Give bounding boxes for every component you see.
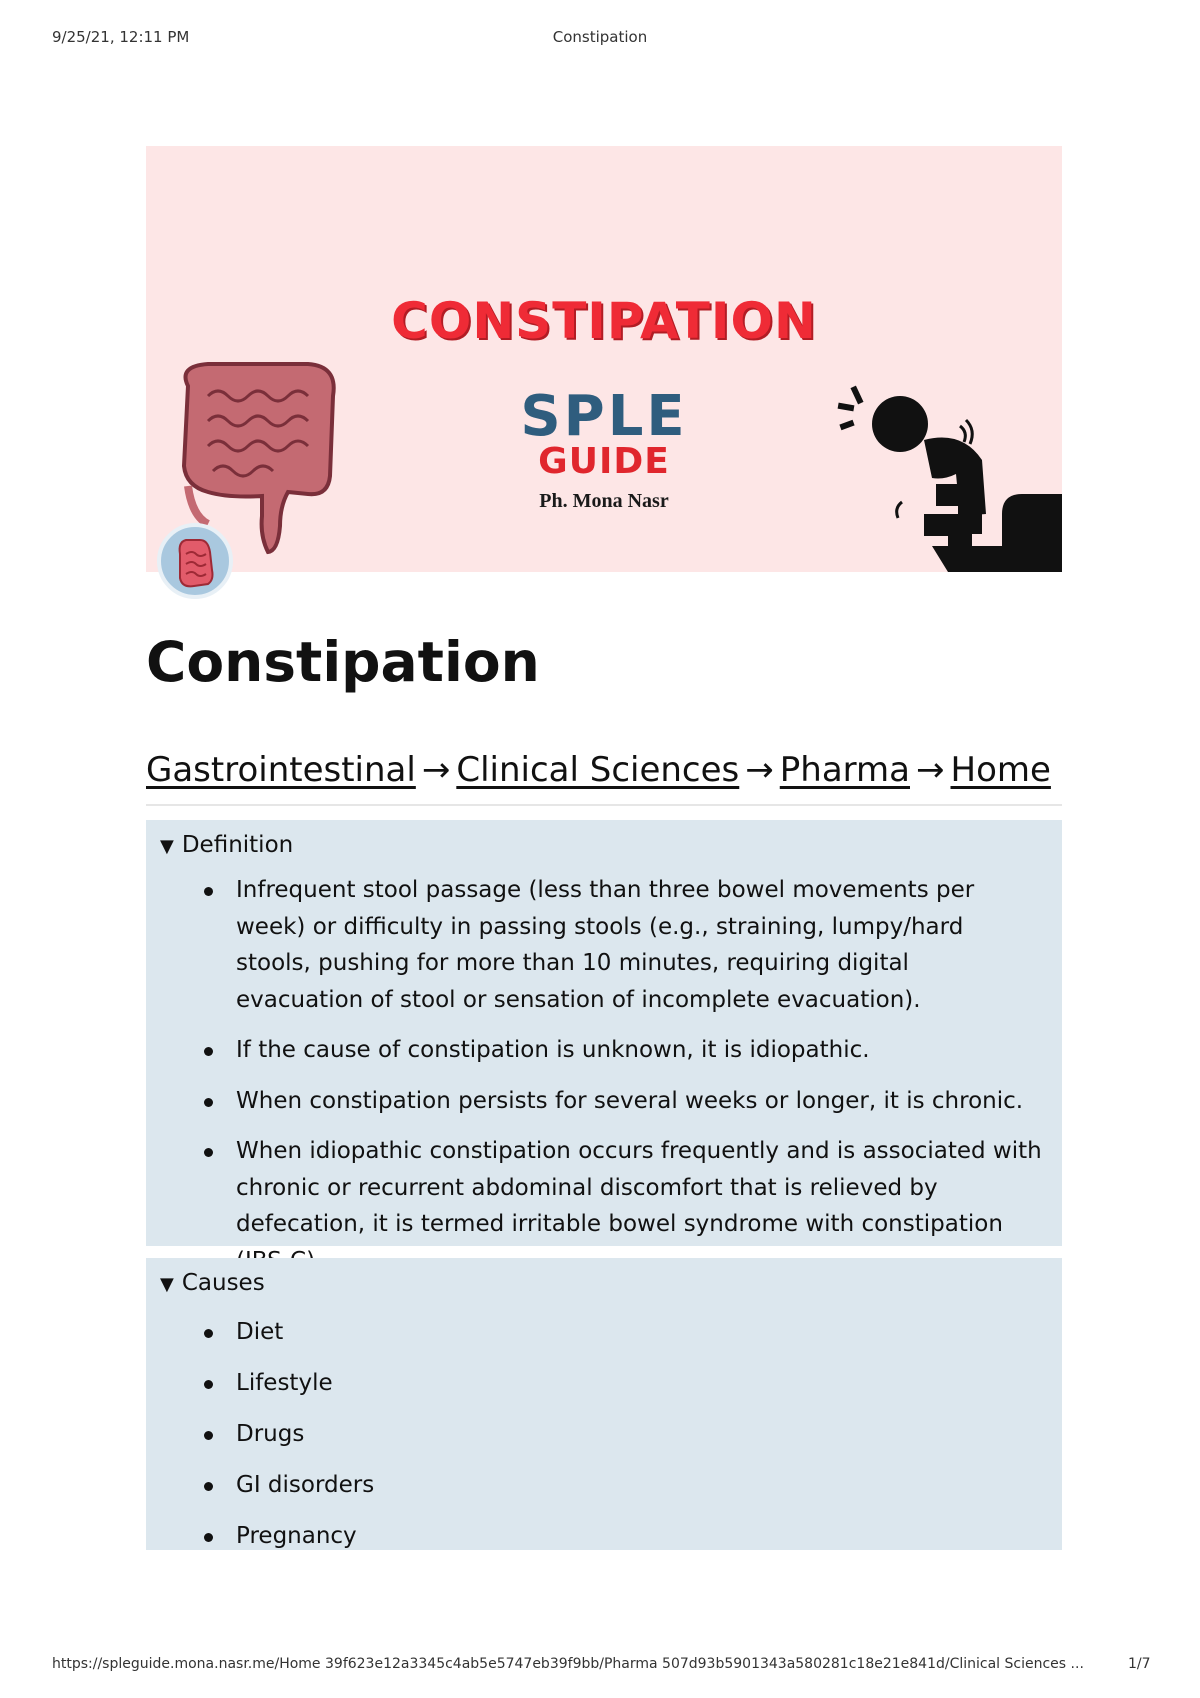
breadcrumb-separator: →	[745, 750, 774, 790]
causes-toggle-header[interactable]	[160, 1270, 265, 1300]
list-item: If the cause of constipation is unknown, it is idiopathic.	[236, 1032, 1042, 1069]
breadcrumb-separator: →	[421, 750, 451, 790]
breadcrumb	[146, 750, 1062, 806]
breadcrumb-link-gastrointestinal[interactable]: Gastrointestinal	[146, 750, 416, 790]
brand-logo-guide: GUIDE	[538, 441, 670, 482]
triangle-down-icon[interactable]: ▼	[160, 1274, 174, 1295]
list-item: When constipation persists for several weeks or longer, it is chronic.	[236, 1083, 1042, 1120]
list-item: Drugs	[236, 1416, 1042, 1453]
breadcrumb-link-pharma[interactable]: Pharma	[779, 750, 910, 790]
list-item: When idiopathic constipation occurs frequently and is associated with chronic or recurrent abdominal discomfort that is relieved by defecation, it is termed irritable bowel syndrome with constipation	[236, 1133, 1042, 1279]
list-item: Pregnancy	[236, 1518, 1042, 1555]
breadcrumb-separator: →	[916, 750, 945, 790]
print-url: https://spleguide.mona.nasr.me/Home 39f623e12a3345c4ab5e5747eb39f9bb/Pharma 507d93b5901343a580281c18e21e841d/Clinical Sciences ...	[52, 1656, 1084, 1672]
breadcrumb-link-home[interactable]: Home	[950, 750, 1051, 790]
page-icon	[156, 522, 234, 600]
triangle-down-icon[interactable]: ▼	[160, 836, 174, 857]
print-header	[0, 28, 1200, 48]
brand-logo-sple: SPLE	[520, 384, 688, 449]
person-on-toilet-illustration	[832, 374, 1062, 572]
definition-toggle-header[interactable]	[160, 832, 293, 862]
breadcrumb-link-clinical-sciences[interactable]: Clinical Sciences	[456, 750, 740, 790]
causes-heading: Causes	[181, 1270, 265, 1296]
print-datetime: 9/25/21, 12:11 PM	[52, 28, 190, 46]
list-item: Lifestyle	[236, 1365, 1042, 1402]
definition-heading: Definition	[181, 832, 294, 858]
definition-list	[146, 872, 1042, 1293]
page-title: Constipation	[146, 630, 540, 694]
page-indicator: 1/7	[1128, 1656, 1151, 1672]
list-item: Diet	[236, 1314, 1042, 1351]
banner-title: CONSTIPATION	[391, 292, 817, 350]
list-item: Infrequent stool passage (less than three bowel movements per week) or difficulty in passing stools (e.g., straining, lumpy/hard stools, pushing for more than 10 minutes, requiring digital evacuation of stool or sensation of incomplete evacuation).	[236, 872, 1042, 1018]
list-item: GI disorders	[236, 1467, 1042, 1504]
cover-banner	[146, 146, 1062, 572]
causes-list	[146, 1314, 1042, 1569]
print-doc-title: Constipation	[552, 28, 648, 46]
banner-author: Ph. Mona Nasr	[539, 490, 669, 512]
causes-toggle	[146, 1258, 1062, 1550]
print-footer	[0, 1656, 1200, 1676]
definition-toggle	[146, 820, 1062, 1246]
